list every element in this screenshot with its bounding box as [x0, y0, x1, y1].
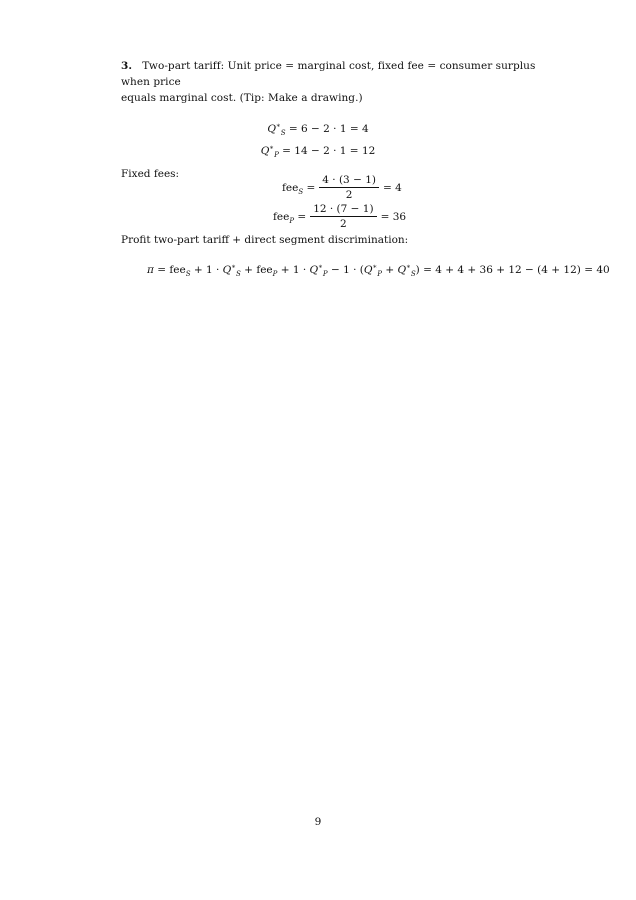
- equation-qs: $Q^∗_S = 6 - 2 \cdot 1 = 4$: [267, 121, 369, 138]
- problem-statement: [121, 58, 541, 106]
- problem-text-line2: equals marginal cost. (Tip: Make a drawing.): [121, 92, 363, 104]
- equation-profit: $\pi = fee_S + 1 \cdot Q^∗_S + fee_P + 1 \cdot Q^∗_P - 1 \cdot (Q^∗_P + Q^∗_S) = 4 + 4 + 36 + 12 - (4 + 12) = 40$: [147, 262, 610, 279]
- equation-qs-rhs: = 6 − 2 · 1 = 4: [288, 123, 369, 135]
- problem-number: 3.: [121, 60, 133, 72]
- fee-p-result: = 36: [380, 210, 407, 223]
- equation-qp-rhs: = 14 − 2 · 1 = 12: [282, 145, 376, 157]
- fee-p-fraction: [310, 203, 376, 230]
- equation-fee-s: fee$_S$ = $\frac{4 \cdot (3 - 1)}{2}$ = 4: [282, 174, 402, 201]
- fee-p-denominator: 2: [340, 218, 347, 230]
- equation-qp: $Q^∗_P = 14 - 2 \cdot 1 = 12$: [260, 143, 376, 160]
- equation-profit-tail: ) = 4 + 4 + 36 + 12 − (4 + 12) = 40: [415, 264, 610, 276]
- fee-s-fraction: [319, 174, 379, 201]
- problem-text-line1: Two-part tariff: Unit price = marginal cost, fixed fee = consumer surplus when price: [121, 60, 536, 88]
- profit-label: Profit two-part tariff + direct segment discrimination:: [121, 234, 409, 246]
- fixed-fees-label: Fixed fees:: [121, 168, 180, 180]
- fee-s-denominator: 2: [345, 189, 353, 201]
- fee-s-result: = 4: [383, 181, 402, 194]
- page-number: 9: [314, 816, 322, 828]
- fee-p-numerator: 12 · (7 − 1): [310, 203, 376, 217]
- fee-s-numerator: 4 · (3 − 1): [319, 174, 379, 188]
- equation-fee-p: fee$_P$ = $\frac{12 \cdot (7 - 1)}{2}$ = 36: [273, 203, 407, 230]
